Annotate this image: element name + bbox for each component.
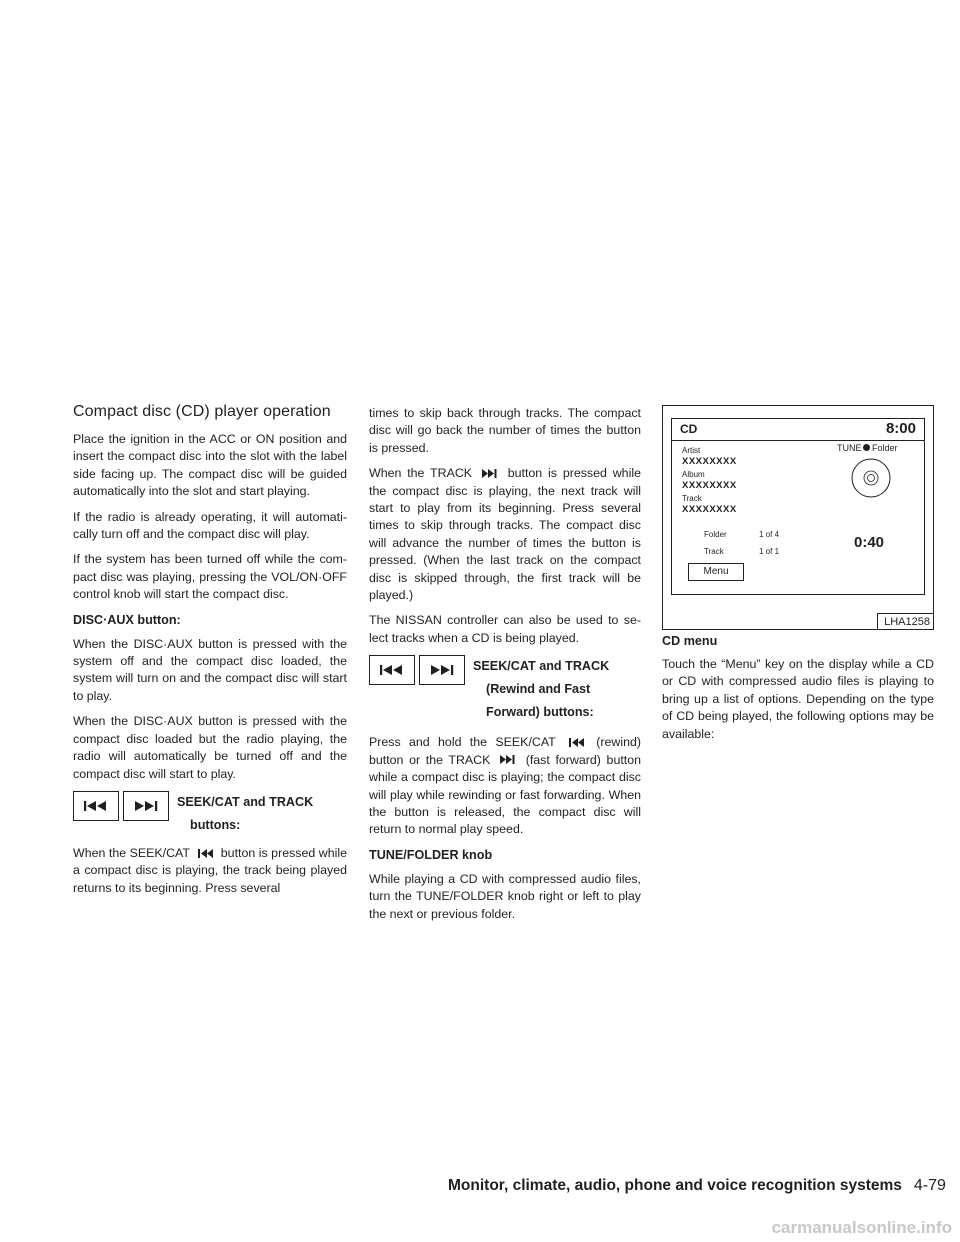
elapsed-time: 0:40 (854, 534, 885, 551)
source-label: CD (680, 422, 698, 436)
track-forward-button-box (123, 791, 169, 821)
seek-back-button-box (73, 791, 119, 821)
track-row-value: 1 of 1 (759, 547, 780, 556)
disc-icon (850, 457, 892, 499)
track-paragraph (369, 465, 641, 604)
seek-back-icon (564, 737, 588, 749)
seek-track-label (177, 791, 313, 837)
artist-label: Artist (682, 446, 701, 455)
tune-label: TUNE (837, 443, 862, 453)
tune-folder-heading: TUNE/FOLDER knob (369, 847, 493, 862)
disc-aux-paragraph-1: When the DISC·AUX button is pressed with the system off and the compact disc loaded, the system will turn on and the compact disc will start to play. (73, 636, 347, 703)
rewind-button-box (369, 655, 415, 685)
track-paragraph-start: When the TRACK (369, 466, 473, 481)
cd-screen-figure (662, 405, 934, 630)
rewind-ff-label (473, 655, 609, 724)
track-forward-icon (478, 468, 502, 480)
seek-back-icon (82, 800, 110, 812)
artist-value: XXXXXXXX (682, 456, 737, 467)
seek-paragraph-1 (73, 845, 347, 897)
track-paragraph-end: button is pressed while the compact disc is playing, the next track will start to play from its beginning. Press several times to skip through tracks. The compact disc will advance the number of times the button is pressed. (When the last track on the compact disc is skipped through, the first track will be played.) (369, 466, 641, 603)
rewind-ff-button-figure (369, 655, 641, 724)
seek-paragraph-1-continued: times to skip back through tracks. The compact disc will go back the number of times the button is pressed. (369, 406, 641, 455)
seek-paragraph-1-start: When the SEEK/CAT (73, 845, 190, 860)
disc-aux-paragraph-2: When the DISC·AUX button is pressed with the compact disc loaded but the radio playing, the radio will automatically be turned off and the compact disc will start to play. (73, 714, 347, 781)
cd-menu-paragraph: Touch the “Menu” key on the display while a CD or CD with compressed audio files is playing to bring up a list of options. Depending on the type of CD being played, the following options may be available: (662, 657, 934, 741)
tune-folder-paragraph: While playing a CD with compressed audio files, turn the TUNE/FOLDER knob right or left to play the next or previous folder. (369, 871, 641, 921)
chapter-title: Monitor, climate, audio, phone and voice recognition systems (448, 1177, 902, 1194)
seek-back-icon (193, 848, 217, 860)
controller-paragraph: The NISSAN controller can also be used to se-lect tracks when a CD is being played. (369, 613, 641, 645)
section-title: Compact disc (CD) player operation (73, 403, 331, 420)
rewind-ff-paragraph-middle: (rewind) button or the TRACK (369, 735, 642, 767)
album-value: XXXXXXXX (682, 480, 737, 491)
page-number: 4-79 (913, 1177, 946, 1194)
figure-code: LHA1258 (877, 613, 933, 629)
seek-paragraph-1-end: button is pressed while a compact disc is playing, the track being played returns to its beginning. Press several (73, 845, 348, 895)
intro-paragraph-3: If the system has been turned off while the com-pact disc was playing, pressing the VOL/ON·OFF control knob will start the compact disc. (73, 552, 347, 602)
column-left (73, 402, 347, 905)
rewind-ff-label-line3: Forward) buttons: (486, 705, 594, 720)
screen-header (672, 419, 924, 441)
track-value: XXXXXXXX (682, 504, 737, 515)
folder-row-value: 1 of 4 (759, 530, 780, 539)
seek-track-label-line2: buttons: (190, 817, 241, 832)
column-right (662, 633, 934, 751)
seek-track-button-figure (73, 791, 347, 837)
album-label: Album (682, 470, 705, 479)
track-label: Track (682, 494, 702, 503)
cd-display-screen (671, 418, 925, 595)
intro-paragraph-1: Place the ignition in the ACC or ON position and insert the compact disc into the slot with the label side facing up. The compact disc will be guided automatically into the slot and start playing. (73, 432, 347, 499)
cd-menu-heading: CD menu (662, 634, 718, 648)
disc-aux-heading: DISC·AUX button: (73, 612, 181, 627)
rewind-ff-paragraph-end: (fast forward) button while a compact disc is playing; the compact disc will play while rewinding or fast forwarding. When the button is released, the compact disc will return to normal play speed. (369, 752, 641, 837)
rewind-ff-label-line2: (Rewind and Fast (486, 682, 591, 697)
rewind-ff-label-line1: SEEK/CAT and TRACK (473, 659, 610, 674)
track-forward-icon (428, 664, 456, 676)
intro-paragraph-2: If the radio is already operating, it will automati-cally turn off and the compact disc will play. (73, 509, 347, 542)
track-forward-icon (496, 754, 520, 766)
track-forward-icon (132, 800, 160, 812)
folder-row-label: Folder (704, 530, 727, 539)
seek-track-label-line1: SEEK/CAT and TRACK (177, 794, 314, 809)
knob-dot-icon (863, 444, 870, 451)
rewind-ff-paragraph-start: Press and hold the SEEK/CAT (369, 735, 556, 750)
seek-back-icon (378, 664, 406, 676)
folder-knob-label: Folder (872, 443, 898, 453)
page-footer (448, 1177, 946, 1195)
fast-forward-button-box (419, 655, 465, 685)
menu-button[interactable]: Menu (688, 563, 744, 581)
track-row-label: Track (704, 547, 724, 556)
watermark: carmanualsonline.info (771, 1218, 952, 1237)
rewind-ff-paragraph (369, 734, 641, 838)
clock-display: 8:00 (885, 420, 916, 437)
column-middle (369, 405, 641, 931)
